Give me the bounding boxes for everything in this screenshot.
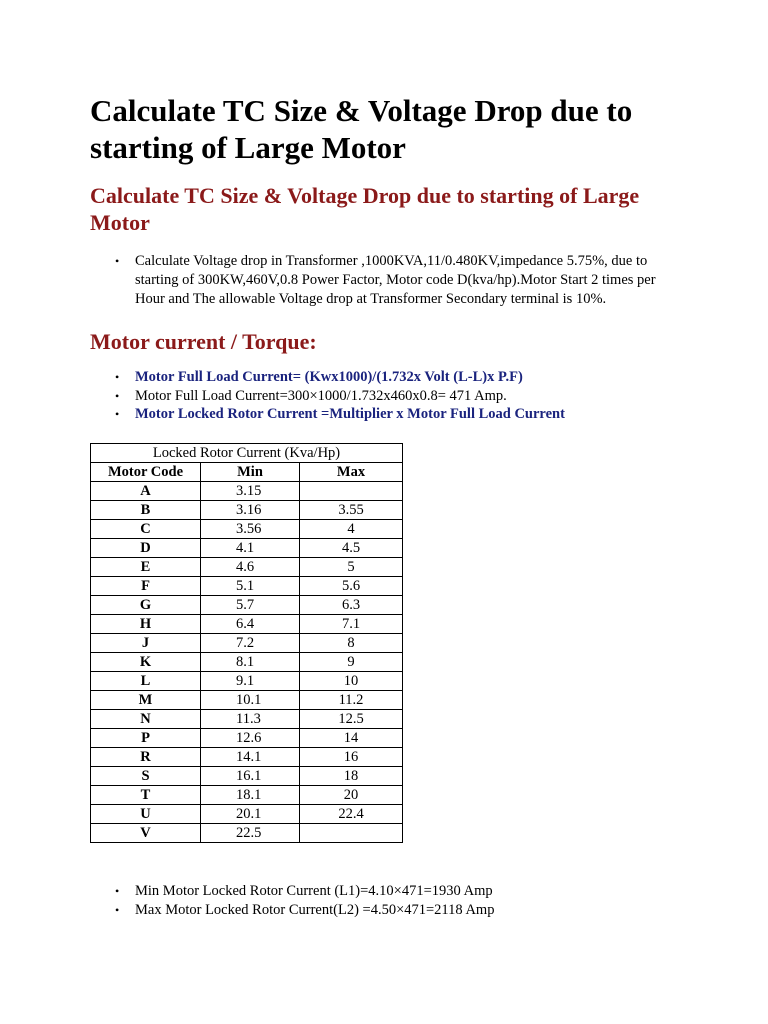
cell-min: 7.2	[201, 634, 300, 653]
table-body	[91, 482, 403, 843]
cell-max: 6.3	[300, 596, 403, 615]
formula-list	[90, 368, 670, 424]
cell-min: 14.1	[201, 748, 300, 767]
cell-min: 22.5	[201, 824, 300, 843]
cell-max: 7.1	[300, 615, 403, 634]
intro-text: Calculate Voltage drop in Transformer ,1000KVA,11/0.480KV,impedance 5.75%, due to starting of 300KW,460V,0.8 Power Factor, Motor code D(kva/hp).Motor Start 2 times per Hour and The allowable Voltage drop at Transformer Secondary terminal is 10%.	[135, 253, 656, 307]
cell-max: 20	[300, 786, 403, 805]
cell-max	[300, 482, 403, 501]
cell-min: 9.1	[201, 672, 300, 691]
cell-motor-code: J	[91, 634, 201, 653]
cell-motor-code: B	[91, 501, 201, 520]
bullet-icon: •	[115, 903, 120, 917]
column-header-max: Max	[300, 463, 403, 482]
cell-max: 4.5	[300, 539, 403, 558]
table-row	[91, 482, 403, 501]
cell-motor-code: G	[91, 596, 201, 615]
cell-motor-code: R	[91, 748, 201, 767]
table-row	[91, 615, 403, 634]
cell-motor-code: E	[91, 558, 201, 577]
table-row	[91, 748, 403, 767]
cell-min: 3.16	[201, 501, 300, 520]
bullet-icon: •	[115, 407, 120, 421]
cell-min: 5.1	[201, 577, 300, 596]
table-row	[91, 577, 403, 596]
cell-max: 18	[300, 767, 403, 786]
min-locked-rotor-current: Min Motor Locked Rotor Current (L1)=4.10×471=1930 Amp	[135, 883, 493, 899]
cell-max: 4	[300, 520, 403, 539]
table-row	[91, 710, 403, 729]
bullet-icon: •	[115, 884, 120, 898]
calc-full-load-current: Motor Full Load Current=300×1000/1.732x460x0.8= 471 Amp.	[135, 387, 507, 404]
cell-min: 18.1	[201, 786, 300, 805]
result-list	[90, 882, 670, 920]
table-row	[91, 501, 403, 520]
intro-list	[90, 252, 670, 309]
cell-min: 10.1	[201, 691, 300, 710]
table-row	[91, 653, 403, 672]
cell-max: 8	[300, 634, 403, 653]
cell-min: 3.56	[201, 520, 300, 539]
table-row	[91, 805, 403, 824]
cell-max: 11.2	[300, 691, 403, 710]
cell-max	[300, 824, 403, 843]
cell-max: 14	[300, 729, 403, 748]
cell-min: 12.6	[201, 729, 300, 748]
cell-min: 16.1	[201, 767, 300, 786]
list-item	[90, 405, 670, 424]
cell-motor-code: S	[91, 767, 201, 786]
cell-motor-code: K	[91, 653, 201, 672]
table-row	[91, 558, 403, 577]
formula-locked-rotor-current: Motor Locked Rotor Current =Multiplier x Motor Full Load Current	[135, 406, 565, 422]
cell-min: 20.1	[201, 805, 300, 824]
cell-motor-code: F	[91, 577, 201, 596]
bullet-icon: •	[115, 254, 120, 268]
page-subtitle: Calculate TC Size & Voltage Drop due to starting of Large Motor	[90, 183, 640, 235]
cell-motor-code: N	[91, 710, 201, 729]
list-item	[90, 882, 670, 901]
cell-min: 8.1	[201, 653, 300, 672]
list-item	[90, 368, 670, 387]
cell-max: 3.55	[300, 501, 403, 520]
cell-max: 16	[300, 748, 403, 767]
table-row	[91, 767, 403, 786]
locked-rotor-current-table	[90, 443, 403, 843]
cell-min: 4.6	[201, 558, 300, 577]
cell-motor-code: U	[91, 805, 201, 824]
list-item	[90, 901, 670, 920]
cell-motor-code: P	[91, 729, 201, 748]
table-row	[91, 596, 403, 615]
cell-motor-code: H	[91, 615, 201, 634]
cell-motor-code: L	[91, 672, 201, 691]
table-row	[91, 691, 403, 710]
table-row	[91, 539, 403, 558]
cell-max: 10	[300, 672, 403, 691]
bullet-icon: •	[115, 370, 120, 384]
table-row	[91, 729, 403, 748]
cell-motor-code: A	[91, 482, 201, 501]
formula-full-load-current: Motor Full Load Current= (Kwx1000)/(1.732x Volt (L-L)x P.F)	[135, 369, 523, 385]
cell-max: 5.6	[300, 577, 403, 596]
cell-motor-code: D	[91, 539, 201, 558]
column-header-min: Min	[201, 463, 300, 482]
column-header-motor-code: Motor Code	[91, 463, 201, 482]
table-row	[91, 786, 403, 805]
cell-min: 5.7	[201, 596, 300, 615]
cell-min: 3.15	[201, 482, 300, 501]
page-title: Calculate TC Size & Voltage Drop due to starting of Large Motor	[90, 93, 633, 165]
table-row	[91, 520, 403, 539]
cell-max: 12.5	[300, 710, 403, 729]
section-title-motor-current: Motor current / Torque:	[90, 329, 317, 354]
list-item	[90, 252, 670, 309]
cell-motor-code: V	[91, 824, 201, 843]
table-row	[91, 634, 403, 653]
cell-min: 6.4	[201, 615, 300, 634]
cell-motor-code: M	[91, 691, 201, 710]
cell-max: 22.4	[300, 805, 403, 824]
list-item	[90, 387, 670, 406]
max-locked-rotor-current: Max Motor Locked Rotor Current(L2) =4.50×471=2118 Amp	[135, 902, 495, 918]
bullet-icon: •	[115, 388, 120, 403]
table-caption: Locked Rotor Current (Kva/Hp)	[91, 444, 403, 463]
cell-motor-code: C	[91, 520, 201, 539]
cell-motor-code: T	[91, 786, 201, 805]
cell-max: 9	[300, 653, 403, 672]
cell-max: 5	[300, 558, 403, 577]
cell-min: 4.1	[201, 539, 300, 558]
table-row	[91, 672, 403, 691]
cell-min: 11.3	[201, 710, 300, 729]
table-row	[91, 824, 403, 843]
